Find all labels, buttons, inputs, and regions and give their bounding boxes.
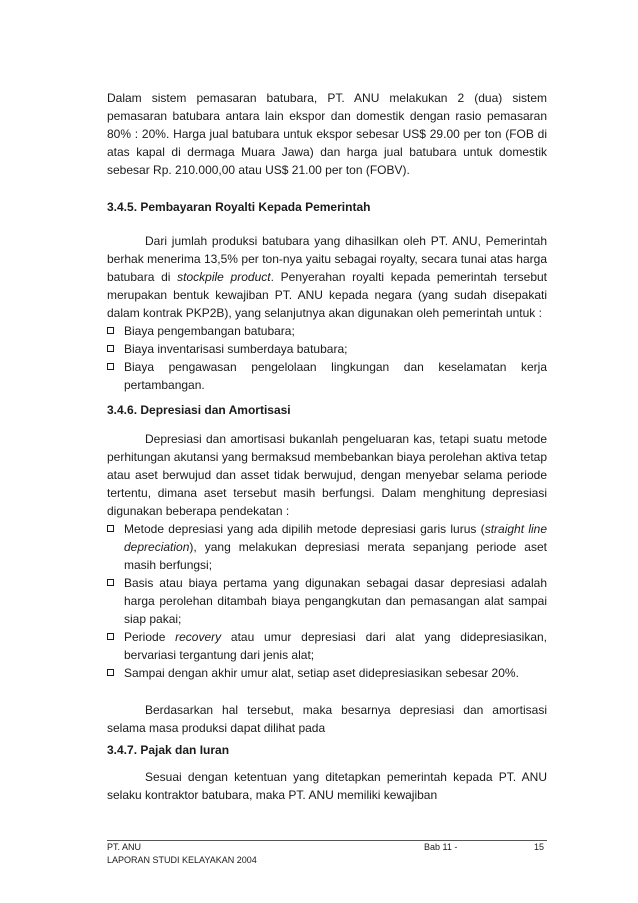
list-item-italic: recovery <box>175 630 222 644</box>
footer-page-number: 15 <box>534 842 545 852</box>
checkbox-bullet-icon <box>107 669 114 676</box>
checkbox-bullet-icon <box>107 579 114 586</box>
list-item-text: Biaya inventarisasi sumberdaya batubara; <box>124 342 348 356</box>
list-item-text: Sampai dengan akhir umur alat, setiap aset didepresiasikan sebesar 20%. <box>124 666 519 680</box>
paragraph-marketing: Dalam sistem pemasaran batubara, PT. ANU melakukan 2 (dua) sistem pemasaran batubara antara lain ekspor dan domestik dengan rasio pemasaran 80% : 20%. Harga jual batubara untuk ekspor sebesar US$ 29.00 per ton (FOB di atas kapal di dermaga Muara Jawa) dan harga jual batubara untuk domestik sebesar Rp. 210.000,00 atau US$ 21.00 per ton (FOBV). <box>107 91 547 177</box>
checkbox-bullet-icon <box>107 363 114 370</box>
section-royalty <box>107 232 547 394</box>
list-item-text: Metode depresiasi yang ada dipilih metode depresiasi garis lurus ( <box>124 522 485 536</box>
heading-tax: 3.4.7. Pajak dan Iuran <box>107 743 230 757</box>
checkbox-bullet-icon <box>107 345 114 352</box>
list-item-text: Biaya pengawasan pengelolaan lingkungan dan keselamatan kerja pertambangan. <box>124 360 547 392</box>
heading-royalty: 3.4.5. Pembayaran Royalti Kepada Pemerintah <box>107 200 371 214</box>
list-item <box>107 628 547 664</box>
list-item <box>107 322 547 340</box>
list-item-text: Basis atau biaya pertama yang digunakan sebagai dasar depresiasi adalah harga perolehan ditambah biaya pengangkutan dan pemasangan alat sampai siap pakai; <box>124 576 547 626</box>
checkbox-bullet-icon <box>107 327 114 334</box>
heading-depreciation: 3.4.6. Depresiasi dan Amortisasi <box>107 403 291 417</box>
paragraph-royalty <box>107 232 547 322</box>
checkbox-bullet-icon <box>107 633 114 640</box>
paragraph-depreciation: Depresiasi dan amortisasi bukanlah pengeluaran kas, tetapi suatu metode perhitungan akutansi yang bermaksud membebankan biaya perolehan aktiva tetap atau aset berwujud dan asset tidak berwujud, dengan menyebar selama periode tertentu, dimana aset tersebut masih berfungsi. Dalam menghitung depresiasi digunakan beberapa pendekatan : <box>107 432 547 518</box>
footer-report-title: LAPORAN STUDI KELAYAKAN 2004 <box>107 855 257 865</box>
section-depreciation <box>107 430 547 737</box>
list-item <box>107 664 547 682</box>
royalty-list <box>107 322 547 394</box>
footer-chapter: Bab 11 - <box>424 842 458 852</box>
royalty-text-italic: stockpile product <box>177 270 271 284</box>
footer-divider <box>107 840 547 841</box>
list-item <box>107 358 547 394</box>
list-item-text: Periode <box>124 630 176 644</box>
royalty-text-a: Dari jumlah produksi batubara yang dihasilkan oleh PT. ANU, Pemerintah berhak menerima 13,5% per ton-nya yaitu sebagai royalty, secara tunai atas harga batubara di <box>107 234 547 284</box>
list-item-text: Biaya pengembangan batubara; <box>124 324 295 338</box>
list-item <box>107 340 547 358</box>
footer-company: PT. ANU <box>107 842 142 852</box>
list-item <box>107 520 547 574</box>
list-item <box>107 574 547 628</box>
checkbox-bullet-icon <box>107 525 114 532</box>
list-item-text: atau umur depresiasi dari alat yang didepresiasikan, bervariasi tergantung dari jenis alat; <box>124 630 548 662</box>
list-item-italic: straight line depreciation <box>124 522 547 554</box>
paragraph-tax: Sesuai dengan ketentuan yang ditetapkan pemerintah kepada PT. ANU selaku kontraktor batubara, maka PT. ANU memiliki kewajiban <box>107 770 547 802</box>
depreciation-list <box>107 520 547 682</box>
royalty-text-b: . Penyerahan royalti kepada pemerintah tersebut merupakan bentuk kewajiban PT. ANU kepada negara (yang sudah disepakati dalam kontrak PKP2B), yang selanjutnya akan digunakan oleh pemerintah untuk : <box>107 270 548 320</box>
paragraph-depreciation-closing: Berdasarkan hal tersebut, maka besarnya depresiasi dan amortisasi selama masa produksi dapat dilihat pada <box>107 703 547 735</box>
list-item-text: ), yang melakukan depresiasi merata sepanjang periode aset masih berfungsi; <box>124 540 547 572</box>
